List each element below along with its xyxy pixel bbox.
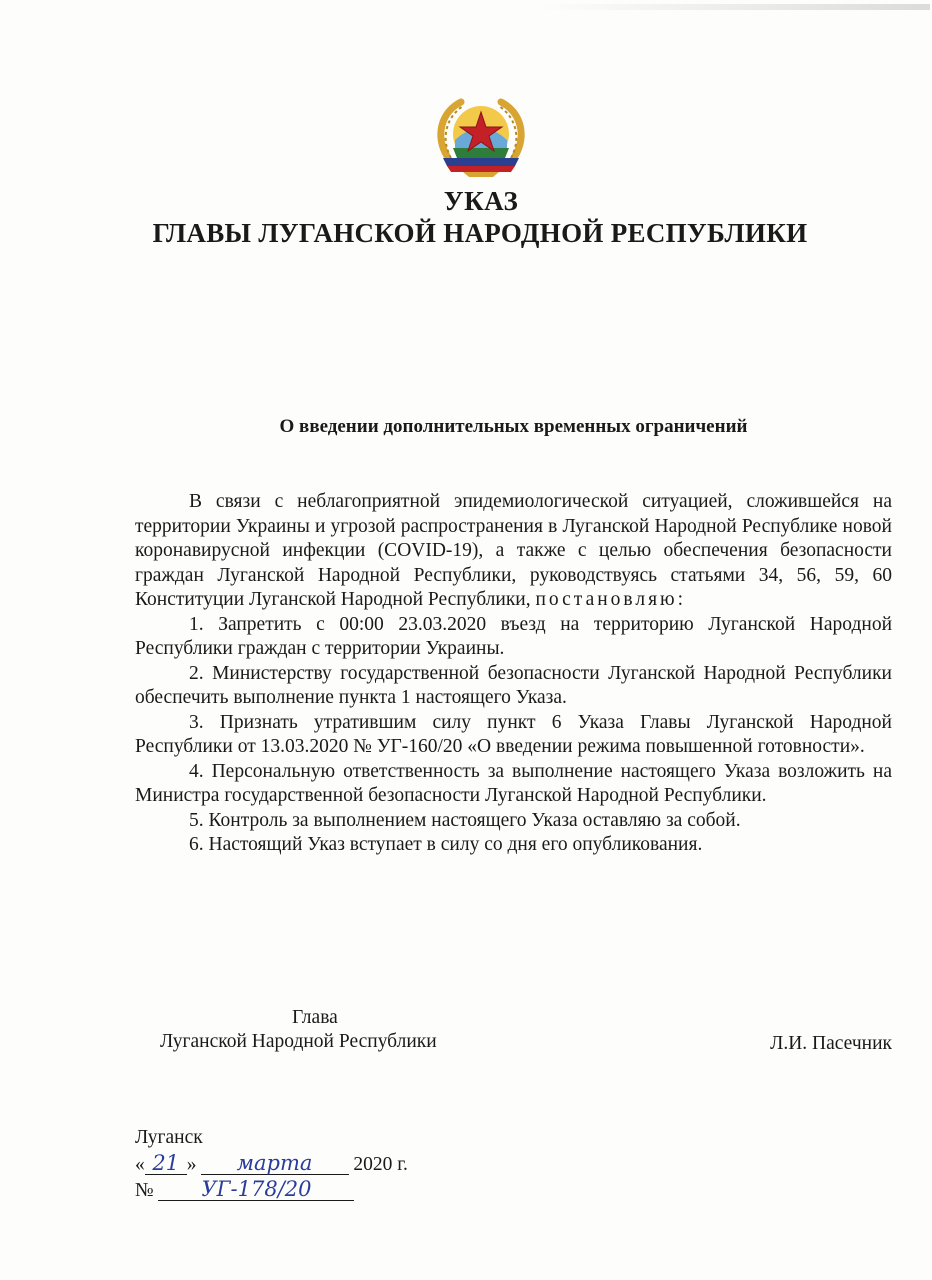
open-quote: « (135, 1154, 145, 1175)
signatory-role-org: Луганской Народной Республики (160, 1031, 437, 1052)
issuer-title: ГЛАВЫ ЛУГАНСКОЙ НАРОДНОЙ РЕСПУБЛИКИ (152, 218, 808, 248)
list-item: 5. Контроль за выполнением настоящего Указа оставляю за собой. (189, 809, 741, 831)
date-day: 21 (145, 1152, 187, 1175)
issue-date (135, 1152, 408, 1176)
list-item: 1. Запретить с 00:00 23.03.2020 въезд на территорию Луганской Народной Республики граждан с территории Украины. (135, 613, 892, 659)
list-item: 3. Признать утратившим силу пункт 6 Указа Главы Луганской Народной Республики от 13.03.2020 № УГ-160/20 «О введении режима повышенной готовности». (135, 711, 892, 757)
list-item: 2. Министерству государственной безопасности Луганской Народной Республики обеспечить выполнение пункта 1 настоящего Указа. (135, 662, 892, 708)
close-quote: » (186, 1154, 197, 1175)
number-value: УГ-178/20 (158, 1178, 354, 1201)
signatory-name: Л.И. Пасечник (770, 1033, 892, 1054)
date-month: марта (201, 1152, 349, 1175)
scan-edge-stain (540, 4, 930, 10)
number-prefix: № (135, 1180, 154, 1201)
decree-word: постановляю: (535, 589, 687, 610)
signatory-role: Глава (292, 1007, 338, 1028)
decree-number (135, 1178, 354, 1202)
coat-of-arms-icon (433, 96, 529, 178)
date-year: 2020 г. (353, 1154, 408, 1175)
decree-title: УКАЗ (443, 186, 519, 216)
list-item: 4. Персональную ответственность за выполнение настоящего Указа возложить на Министра государственной безопасности Луганской Народной Республики. (135, 760, 892, 806)
place-of-issue: Луганск (135, 1127, 203, 1148)
decree-subject: О введении дополнительных временных ограничений (279, 416, 748, 437)
preamble-paragraph (135, 490, 892, 613)
preamble-text: В связи с неблагоприятной эпидемиологической ситуацией, сложившейся на территории Украины и угрозой распространения в Луганской Народной Республике новой коронавирусной инфекции (COVID-19), а также с целью обеспечения безопасности граждан Луганской Народной Республики, руководствуясь статьями 34, 56, 59, 60 Конституции Луганской Народной Республики, (135, 491, 892, 610)
list-item: 6. Настоящий Указ вступает в силу со дня его опубликования. (189, 834, 703, 855)
decree-body (135, 490, 892, 858)
